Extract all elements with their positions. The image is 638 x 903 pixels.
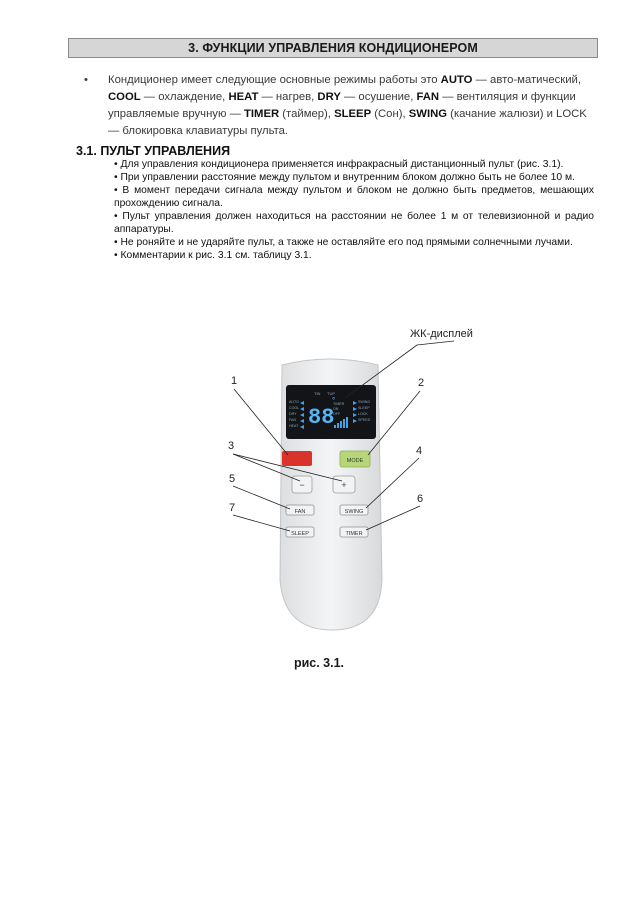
func-sleep: SLEEP [334,108,372,120]
callout-number-2: 2 [418,377,425,389]
lcd-speed-label: SPEED [358,418,371,422]
instruction-item: • Пульт управления должен находиться на расстоянии не более 1 м от телевизионной и радио аппаратуры. [114,211,594,235]
callout-number-4: 4 [416,445,423,457]
mode-button-label: MODE [346,458,364,464]
timer-button-label: TIMER [345,531,363,537]
callout-number-3: 3 [228,440,235,452]
lcd-mode-dry: DRY [289,412,297,416]
instruction-item: • Для управления кондиционера применяется инфракрасный дистанционный пульт (рис. 3.1). [114,159,564,170]
swing-button[interactable] [340,505,368,515]
plus-label: + [341,480,347,490]
lcd-timer-label: TIMER [333,402,345,406]
instruction-item: • Не роняйте и не ударяйте пульт, а также не оставляйте его под прямыми солнечными лучами. [114,237,573,248]
temperature-down-button[interactable] [292,476,312,493]
timer-button[interactable] [340,527,368,537]
intro-text: Кондиционер имеет следующие основные режимы работы это AUTO — авто-матический, COOL — охлаждение, HEAT — нагрев, DRY — осушение, FAN — вентиляция и функции управляемые вручную — TIMER (таймер), SLEEP (Сон), SWING (качание жалюзи) и LOCK — блокировка клавиатуры пульта. [108,74,587,137]
lcd-on-label: ON [333,407,339,411]
lcd-lock-label: LOCK [358,412,368,416]
sleep-button[interactable] [286,527,314,537]
mode-cool: COOL [108,91,141,103]
lcd-display [286,385,376,439]
swing-button-label: SWING [344,509,364,515]
mode-dry: DRY [317,91,341,103]
lcd-tup-label: TUP [327,391,335,396]
remote-control-illustration [220,325,520,645]
subsection-title: 3.1. ПУЛЬТ УПРАВЛЕНИЯ [76,144,231,158]
lcd-tin-label: TIN [314,391,321,396]
mode-heat: HEAT [228,91,259,103]
lcd-temperature-digits: 88 [308,405,335,430]
sleep-button-label: SLEEP [291,531,309,537]
callout-number-5: 5 [229,473,236,485]
minus-label: − [299,480,305,490]
fan-button-label: FAN [294,509,306,515]
instruction-item: • В момент передачи сигнала между пультом и блоком не должно быть предметов, мешающих прохождению сигнала. [114,185,594,209]
instruction-item: • При управлении расстояние между пультом и внутренним блоком должно быть не более 10 м. [114,172,575,183]
lcd-mode-fan: FAN [289,418,296,422]
lcd-mode-auto: AUTO [289,400,299,404]
mode-auto: AUTO [440,74,473,86]
lcd-swing-label: SWING [358,400,371,404]
instruction-list [114,158,594,262]
instruction-item: • Комментарии к рис. 3.1 см. таблицу 3.1. [114,250,312,261]
callout-number-6: 6 [417,493,424,505]
mode-button[interactable] [340,451,370,467]
lcd-mode-cool: COOL [289,406,300,410]
mode-fan: FAN [416,91,440,103]
lcd-mode-heat: HEAT [289,424,299,428]
lcd-callout-label: ЖК-дисплей [410,328,473,340]
section-header [68,38,598,58]
fan-button[interactable] [286,505,314,515]
intro-paragraph [84,72,589,140]
lcd-off-label: OFF [333,412,341,416]
lcd-sleep-label: SLEEP [358,406,370,410]
lcd-degree-symbol: ° [332,396,336,405]
figure-caption: рис. 3.1. [293,656,345,670]
intro-bullet: • [84,74,88,86]
remote-control-figure [220,325,520,645]
section-header-title: 3. ФУНКЦИИ УПРАВЛЕНИЯ КОНДИЦИОНЕРОМ [188,41,478,55]
func-timer: TIMER [244,108,280,120]
callout-number-1: 1 [231,375,238,387]
func-swing: SWING [408,108,448,120]
callout-number-7: 7 [229,502,236,514]
lcd-callout-line [417,341,454,345]
temperature-up-button[interactable] [333,476,355,493]
